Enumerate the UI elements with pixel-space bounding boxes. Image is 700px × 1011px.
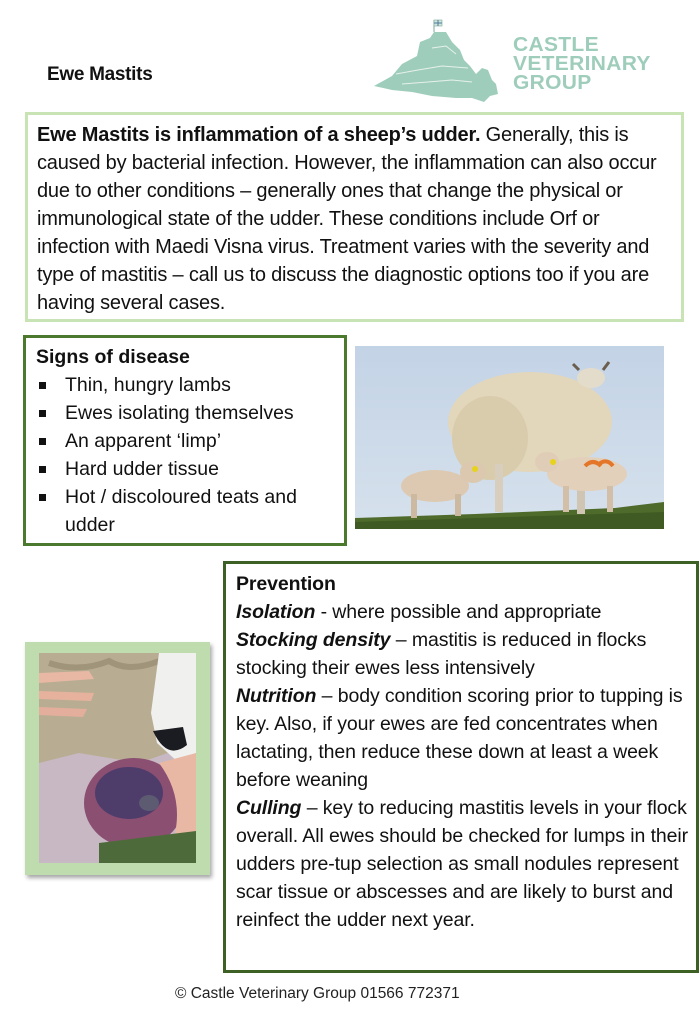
sign-text: Hot / discoloured teats and udder — [65, 486, 297, 536]
prevention-keyword: Nutrition — [236, 685, 317, 707]
list-item — [36, 483, 336, 539]
prevention-heading: Prevention — [236, 573, 336, 595]
prevention-text: – key to reducing mastitis levels in your flock overall. All ewes should be checked for lumps in their udders pre-tup selection as small nodules represent scar tissue or abscesses and are likely to burst and reinfect the udder next year. — [236, 797, 689, 931]
square-bullet-icon — [39, 410, 46, 417]
castle-cliff-icon — [372, 18, 512, 104]
udder-photo-frame — [25, 642, 210, 875]
square-bullet-icon — [39, 494, 46, 501]
prevention-text: – body condition scoring prior to tupping is key. Also, if your ewes are fed concentrates when lactating, then reduce these down at least a week before weaning — [236, 685, 683, 791]
signs-list — [36, 371, 336, 539]
logo-line: CASTLE — [513, 34, 599, 56]
intro-box — [25, 112, 684, 322]
intro-lead: Ewe Mastits is inflammation of a sheep’s udder. — [37, 124, 481, 146]
prevention-item — [236, 794, 688, 934]
prevention-box — [223, 561, 699, 973]
logo-line: GROUP — [513, 72, 592, 94]
square-bullet-icon — [39, 438, 46, 445]
prevention-item — [236, 626, 688, 682]
prevention-item — [236, 598, 688, 626]
prevention-item — [236, 682, 688, 794]
udder-illustration — [39, 653, 196, 863]
list-item — [36, 371, 336, 399]
prevention-keyword: Culling — [236, 797, 302, 819]
intro-body: Generally, this is caused by bacterial infection. However, the inflammation can also occur due to other conditions – generally ones that change the physical or immunological state of the udder. These conditions include Orf or infection with Maedi Visna virus. Treatment varies with the severity and type of mastitis – call us to discuss the diagnostic options too if you are having several cases. — [37, 124, 657, 314]
sign-text: Thin, hungry lambs — [65, 374, 231, 396]
udder-photo — [39, 653, 196, 863]
sign-text: Hard udder tissue — [65, 458, 219, 480]
logo-wordmark — [513, 36, 651, 93]
signs-heading: Signs of disease — [36, 346, 190, 368]
prevention-text: - where possible and appropriate — [315, 601, 602, 623]
list-item — [36, 399, 336, 427]
prevention-keyword: Isolation — [236, 601, 316, 623]
logo-line: VETERINARY — [513, 53, 651, 75]
square-bullet-icon — [39, 466, 46, 473]
sign-text: An apparent ‘limp’ — [65, 430, 222, 452]
prevention-text: – mastitis is reduced in flocks stocking their ewes less intensively — [236, 629, 647, 679]
prevention-keyword: Stocking density — [236, 629, 391, 651]
sheep-illustration — [355, 346, 664, 529]
list-item — [36, 427, 336, 455]
castle-veterinary-group-logo — [372, 18, 672, 104]
square-bullet-icon — [39, 382, 46, 389]
sign-text: Ewes isolating themselves — [65, 402, 294, 424]
page-title: Ewe Mastits — [47, 64, 153, 85]
signs-of-disease-box — [23, 335, 347, 546]
list-item — [36, 455, 336, 483]
sheep-photo — [355, 346, 664, 529]
footer-copyright: © Castle Veterinary Group 01566 772371 — [175, 985, 460, 1002]
